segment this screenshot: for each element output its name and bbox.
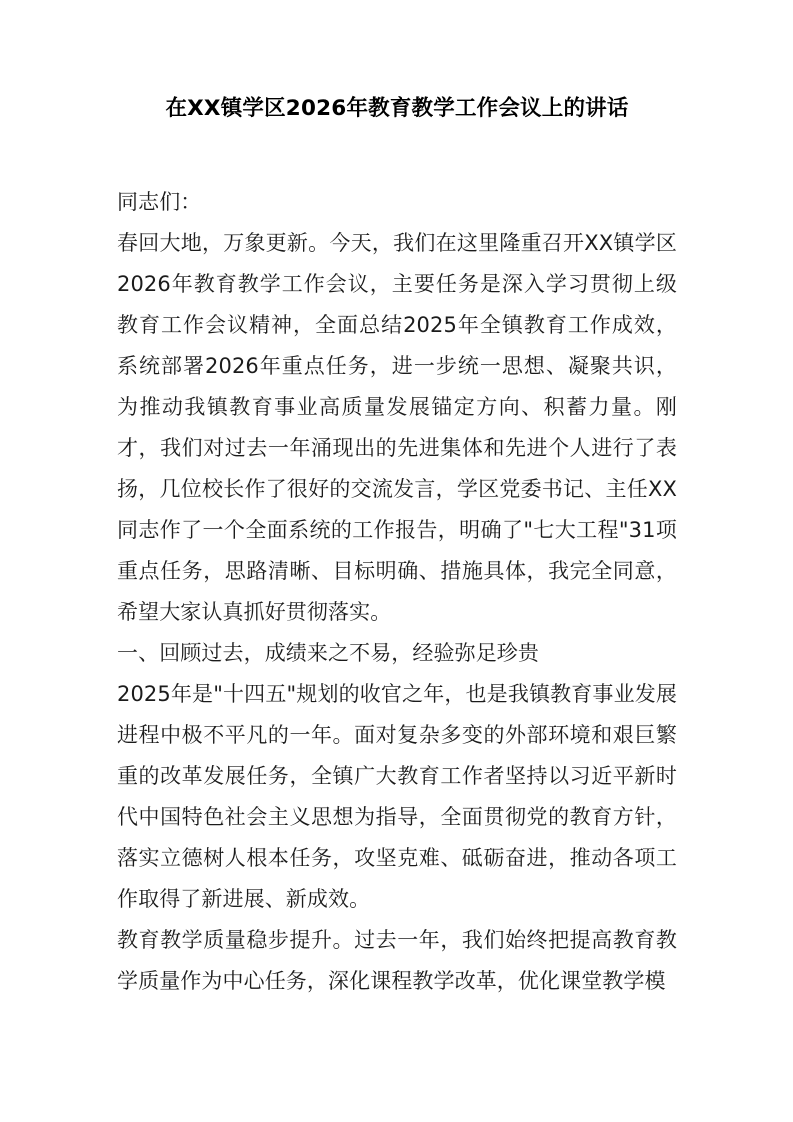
paragraph-section-one-1: 2025年是"十四五"规划的收官之年，也是我镇教育事业发展进程中极不平凡的一年。面对复杂多变的外部环境和艰巨繁重的改革发展任务，全镇广大教育工作者坚持以习近平新时代中国特色社会主义思想为指导，全面贯彻党的教育方针，落实立德树人根本任务，攻坚克难、砥砺奋进，推动各项工作取得了新进展、新成效。	[117, 682, 677, 911]
salutation: 同志们：	[117, 190, 202, 214]
document-body	[117, 92, 677, 1002]
paragraph-section-one-2: 教育教学质量稳步提升。过去一年，我们始终把提高教育教学质量作为中心任务，深化课程教学改革，优化课堂教学模	[117, 928, 677, 993]
document-title: 在XX镇学区2026年教育教学工作会议上的讲话	[165, 96, 629, 121]
paragraph-opening: 春回大地，万象更新。今天，我们在这里隆重召开XX镇学区2026年教育教学工作会议，主要任务是深入学习贯彻上级教育工作会议精神，全面总结2025年全镇教育工作成效，系统部署2026年重点任务，进一步统一思想、凝聚共识，为推动我镇教育事业高质量发展锚定方向、积蓄力量。刚才，我们对过去一年涌现出的先进集体和先进个人进行了表扬，几位校长作了很好的交流发言，学区党委书记、主任XX同志作了一个全面系统的工作报告，明确了"七大工程"31项重点任务，思路清晰、目标明确、措施具体，我完全同意，希望大家认真抓好贯彻落实。	[117, 231, 677, 624]
section-heading-one: 一、回顾过去，成绩来之不易，经验弥足珍贵	[117, 641, 539, 665]
title-spacer	[117, 132, 677, 182]
